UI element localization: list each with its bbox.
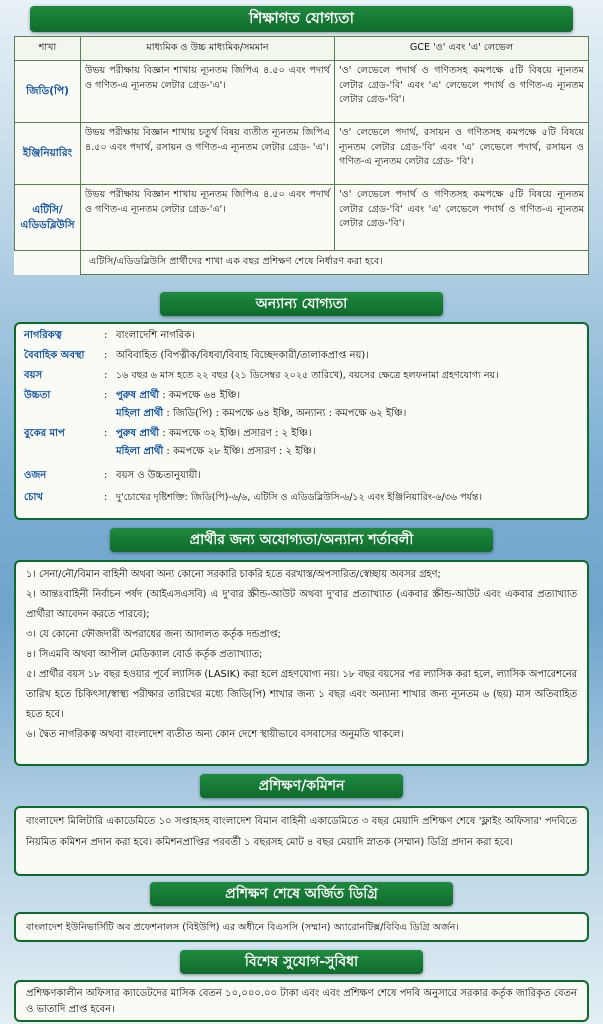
header-gce: GCE 'ও' এবং 'এ' লেভেল <box>335 37 589 61</box>
colon: : <box>104 470 108 481</box>
label-male: পুরুষ প্রার্থী <box>116 390 160 401</box>
list-item: ২। আন্তঃবাহিনী নির্বাচন পর্ষদ (আইএসএসবি) এ দু'বার স্ক্রীন্ড-আউট অথবা দু'বার প্রত্যাখ্যাত (একবার স্ক্রীন্ড-আউট এবং একবার প্রত্যাখ্যাত প্রার্থীরা আবেদন করতে পারবে); <box>26 589 577 620</box>
list-item: ১। সেনা/নৌ/বিমান বাহিনী অথবা অন্য কোনো সরকারি চাকরি হতে বরখাস্ত/অপসারিত/স্বেচ্ছায় অবসর গ্রহণ; <box>26 569 441 580</box>
section-title-training: প্রশিক্ষণ/কমিশন <box>200 774 403 798</box>
gce-requirement: 'ও' লেভেলে পদার্থ ও গণিতসহ কমপক্ষে ৫টি বিষয়ে ন্যূনতম লেটার গ্রেড-'বি' এবং 'এ' লেভেলে পদার্থ ও গণিত-এ ন্যূনতম লেটার গ্রেড-'বি'। <box>335 61 589 123</box>
list-item: ৬। দ্বৈত নাগরিকত্ব অথবা বাংলাদেশ ব্যতীত অন্য কোন দেশে স্থায়ীভাবে বসবাসের অনুমতি থাকলে। <box>26 729 404 740</box>
ssc-requirement: উভয় পরীক্ষায় বিজ্ঞান শাখায় ন্যূনতম জিপিএ ৪.৫০ এবং পদার্থ ও গণিত-এ ন্যূনতম লেটার গ্রেড-'এ'। <box>81 185 335 251</box>
branch-engineering: ইঞ্জিনিয়ারিং <box>15 123 81 185</box>
value-chest-male: কমপক্ষে ৩২ ইঞ্চি। প্রসারণ : ২ ইঞ্চি। <box>168 428 312 439</box>
table-note-row <box>15 251 589 275</box>
label-female: মহিলা প্রার্থী <box>116 446 164 457</box>
list-item: ৫। প্রার্থীর বয়স ১৮ বছর হওয়ার পূর্বে ল্যাসিক (LASIK) করা হলে গ্রহণযোগ্য নয়। ১৮ বছর বয়সের পর ল্যাসিক করা হলে, ল্যাসিক অপারেশনের তারিখ হতে চিকিৎসা/স্বাস্থ্য পরীক্ষার তারিখের মধ্যে জিডি(পি) শাখার জন্য ১ বছর এবং অন্যান্য শাখার জন্য ন্যূনতম ৬ (ছয়) মাস অতিবাহিত হতে হবে। <box>26 669 577 720</box>
branch-gdp: জিডি(পি) <box>15 61 81 123</box>
table-row <box>15 61 589 123</box>
training-box <box>14 806 589 876</box>
table-row <box>15 185 589 251</box>
degree-box <box>14 912 589 942</box>
label-male: পুরুষ প্রার্থী <box>116 428 160 439</box>
label-eye: চোখ <box>24 492 43 503</box>
label-nationality: নাগরিকত্ব <box>24 330 62 341</box>
degree-text: বাংলাদেশ ইউনিভার্সিটি অব প্রফেশনালস (বিইউপি) এর অধীনে বিএসসি (সম্মান) অ্যারোনটিক্স/বিবিএ ডিগ্রি অর্জন। <box>26 922 459 933</box>
value-height-male: কমপক্ষে ৬৪ ইঞ্চি। <box>168 390 241 401</box>
table-row <box>15 123 589 185</box>
colon: : <box>104 428 108 439</box>
education-table <box>14 36 589 275</box>
label-height: উচ্চতা <box>24 390 51 401</box>
value-marital: অবিবাহিত (বিপত্নীক/বিধবা/বিবাহ বিচ্ছেদকারী/তালাকপ্রাপ্ত নয়)। <box>116 350 369 361</box>
other-qualifications-box: নাগরিকত্ব : বাংলাদেশি নাগরিক। বৈবাহিক অবস্থা : অবিবাহিত (বিপত্নীক/বিধবা/বিবাহ বিচ্ছেদকারী/তালাকপ্রাপ্ত নয়)। বয়স : ১৬ বছর ৬ মাস হতে ২২ বছর (২১ ডিসেম্বর ২০২৫ তারিখে), বয়সের ক্ষেত্রে হলফনামা গ্রহণযোগ্য নয়। উচ্চতা : পুরুষ প্রার্থী : কমপক্ষে ৬৪ ইঞ্চি। মহিলা প্রার্থী : জিডি(পি) : কমপক্ষে ৬৪ ইঞ্চি, অন্যান্য : কমপক্ষে ৬২ ইঞ্চি। বুকের মাপ : পুরুষ প্রার্থী : কমপক্ষে ৩২ ইঞ্চি। প্রসারণ : ২ ইঞ্চি। মহিলা প্রার্থী : কমপক্ষে ২৮ ইঞ্চি। প্রসারণ : ২ ইঞ্চি। ওজন : বয়স ও উচ্চতানুযায়ী। চোখ : দু'চোখের দৃষ্টিশক্তি: জিডি(পি)-৬/৬, এটিসি ও এডিডব্লিউসি-৬/১২ এবং ইঞ্জিনিয়ারিং-৬/৩৬ পর্যন্ত। <box>14 322 589 520</box>
section-title-terms: প্রার্থীর জন্য অযোগ্যতা/অন্যান্য শর্তাবলী <box>110 528 493 552</box>
list-item: ৪। সিএমবি অথবা আপীল মেডিক্যাল বোর্ড কর্তৃক প্রত্যাখ্যাত; <box>26 649 263 660</box>
value-age: ১৬ বছর ৬ মাস হতে ২২ বছর (২১ ডিসেম্বর ২০২৫ তারিখে), বয়সের ক্ষেত্রে হলফনামা গ্রহণযোগ্য নয়। <box>116 370 499 381</box>
section-title-other: অন্যান্য যোগ্যতা <box>160 292 443 316</box>
colon: : <box>104 390 108 401</box>
section-title-degree: প্রশিক্ষণ শেষে অর্জিত ডিগ্রি <box>150 882 453 906</box>
training-text: বাংলাদেশ মিলিটারি একাডেমিতে ১০ সপ্তাহসহ বাংলাদেশ বিমান বাহিনী একাডেমিতে ৩ বছর মেয়াদি প্রশিক্ষণ শেষে 'ফ্লাইং অফিসার' পদবিতে নিয়মিত কমিশন প্রদান করা হবে। কমিশনপ্রাপ্তির পরবর্তী ১ বছরসহ মোট ৪ বছর মেয়াদি স্নাতক (সম্মান) ডিগ্রি প্রদান করা হবে। <box>26 816 577 848</box>
terms-box <box>14 560 589 766</box>
label-marital: বৈবাহিক অবস্থা <box>24 350 85 361</box>
colon: : <box>104 370 108 381</box>
branch-atc-adwc: এটিসি/ এডিডব্লিউসি <box>15 185 81 251</box>
value-eye: দু'চোখের দৃষ্টিশক্তি: জিডি(পি)-৬/৬, এটিসি ও এডিডব্লিউসি-৬/১২ এবং ইঞ্জিনিয়ারিং-৬/৩৬ পর্যন্ত। <box>116 492 482 503</box>
ssc-requirement: উভয় পরীক্ষায় বিজ্ঞান শাখায় চতুর্থ বিষয় ব্যতীত ন্যূনতম জিপিএ ৪.৫০ এবং পদার্থ, রসায়ন ও গণিত-এ ন্যূনতম লেটার গ্রেড- 'এ'। <box>81 123 335 185</box>
value-height-female: জিডি(পি) : কমপক্ষে ৬৪ ইঞ্চি, অন্যান্য : কমপক্ষে ৬২ ইঞ্চি। <box>172 408 407 419</box>
colon: : <box>104 350 108 361</box>
colon: : <box>104 492 108 503</box>
section-title-education: শিক্ষাগত যোগ্যতা <box>30 6 573 32</box>
value-chest-female: কমপক্ষে ২৮ ইঞ্চি। প্রসারণ : ২ ইঞ্চি। <box>172 446 316 457</box>
gce-requirement: 'ও' লেভেলে পদার্থ, রসায়ন ও গণিতসহ কমপক্ষে ৫টি বিষয়ে ন্যূনতম লেটার গ্রেড-'বি' এবং 'এ' লেভেলে পদার্থ, রসায়ন ও গণিত-এ ন্যূনতম লেটার গ্রেড- 'বি'। <box>335 123 589 185</box>
table-header-row <box>15 37 589 61</box>
benefits-text: প্রশিক্ষণকালীন অফিসার ক্যাডেটদের মাসিক বেতন ১০,০০০.০০ টাকা এবং এবং প্রশিক্ষণ শেষে পদবি অনুসারে সরকার কর্তৃক জারিকৃত বেতন ও ভাতাদি প্রাপ্ত হবেন। <box>26 988 577 1015</box>
section-title-benefits: বিশেষ সুযোগ-সুবিধা <box>180 950 423 974</box>
header-ssc-hsc: মাধ্যমিক ও উচ্চ মাধ্যমিক/সমমান <box>81 37 335 61</box>
header-branch: শাখা <box>15 37 81 61</box>
label-weight: ওজন <box>24 470 47 481</box>
gce-requirement: 'ও' লেভেলে পদার্থ ও গণিতসহ কমপক্ষে ৫টি বিষয়ে ন্যূনতম লেটার গ্রেড-'বি' এবং 'এ' লেভেলে পদার্থ ও গণিত-এ ন্যূনতম লেটার গ্রেড-'বি'। <box>335 185 589 251</box>
benefits-box <box>14 980 589 1022</box>
value-nationality: বাংলাদেশি নাগরিক। <box>116 330 195 341</box>
atc-note: এটিসি/এডিডব্লিউসি প্রার্থীদের শাখা এক বছর প্রশিক্ষণ শেষে নির্ধারণ করা হবে। <box>81 251 589 275</box>
colon: : <box>104 330 108 341</box>
value-weight: বয়স ও উচ্চতানুযায়ী। <box>116 470 201 481</box>
label-chest: বুকের মাপ <box>24 428 65 439</box>
label-female: মহিলা প্রার্থী <box>116 408 164 419</box>
list-item: ৩। যে কোনো ফৌজদারী অপরাধের জন্য আদালত কর্তৃক দন্ডপ্রাপ্ত; <box>26 629 281 640</box>
ssc-requirement: উভয় পরীক্ষায় বিজ্ঞান শাখায় ন্যূনতম জিপিএ ৪.৫০ এবং পদার্থ ও গণিত-এ ন্যূনতম লেটার গ্রেড-'এ'। <box>81 61 335 123</box>
label-age: বয়স <box>24 370 43 381</box>
